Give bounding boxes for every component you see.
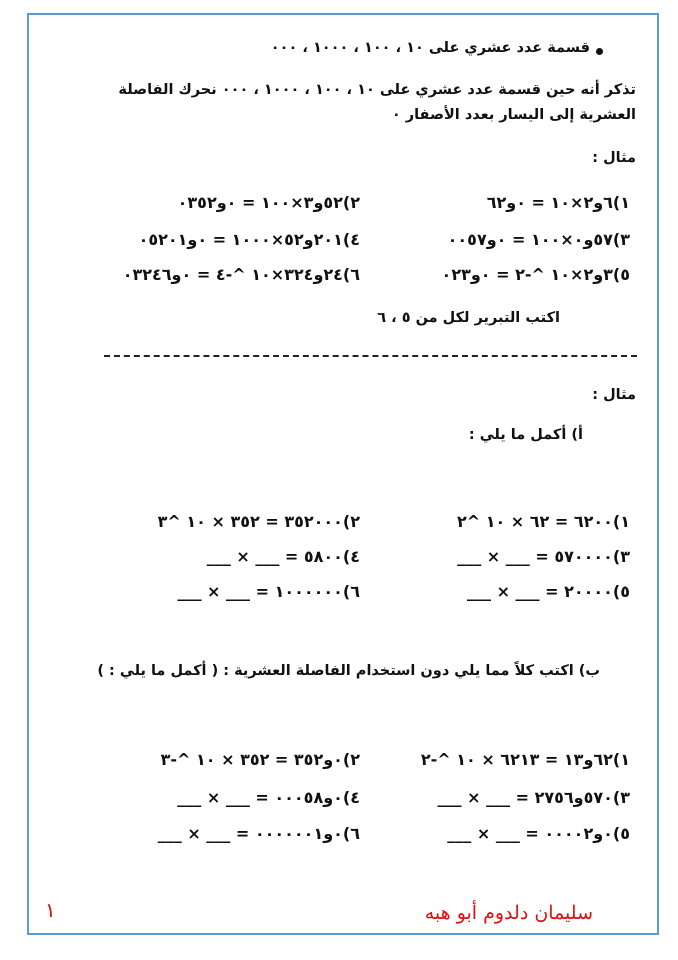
b-item-4: ٤)٠و٠٠٠٥٨ = ___ × ___: [177, 788, 360, 807]
author-signature: سليمان دلدوم أبو هبه: [424, 902, 593, 924]
part-b-label: ب) اكتب كلاً مما يلي دون استخدام الفاصلة العشرية : ( أكمل ما يلي : ): [97, 663, 600, 679]
a-item-2: ٢)٣٥٢٠٠٠ = ٣٥٢ × ١٠ ^٣: [157, 512, 360, 531]
note-line-2: العشرية إلى اليسار بعدد الأصفار ٠: [391, 107, 636, 123]
b-item-3: ٣)٥٧٠و٢٧٥٦ = ___ × ___: [437, 788, 630, 807]
ex1-item-6: ٦)٢٤و٣٢٤×١٠ ^-٤ = ٠و٠٣٢٤٦: [122, 265, 360, 284]
bullet-icon: [596, 48, 603, 55]
note-line-1: تذكر أنه حين قسمة عدد عشري على ١٠ ، ١٠٠ ، ١٠٠٠ ، ٠٠٠ نحرك الفاصلة: [118, 82, 636, 98]
b-item-6: ٦)٠و٠٠٠٠٠٠١ = ___ × ___: [157, 824, 360, 843]
b-item-2: ٢)٠و٣٥٢ = ٣٥٢ × ١٠ ^-٣: [160, 750, 360, 769]
a-item-4: ٤)٥٨٠٠ = ___ × ___: [206, 547, 360, 566]
section-divider: [104, 355, 637, 357]
page-number: ١: [45, 898, 56, 922]
example-1-title: مثال :: [592, 150, 636, 166]
ex1-item-3: ٣)٥٧و٠×١٠٠ = ٠و٠٠٥٧: [447, 230, 630, 249]
b-item-1: ١)٦٢و١٣ = ٦٢١٣ × ١٠ ^-٢: [420, 750, 630, 769]
justify-instruction: اكتب التبرير لكل من ٥ ، ٦: [377, 310, 560, 326]
ex1-item-5: ٥)٣و٢×١٠ ^-٢ = ٠و٠٢٣: [441, 265, 630, 284]
ex1-item-1: ١)٦و٢×١٠ = ٠و٦٢: [486, 193, 630, 212]
a-item-5: ٥)٢٠٠٠٠ = ___ × ___: [467, 582, 630, 601]
b-item-5: ٥)٠و٠٠٠٠٢ = ___ × ___: [447, 824, 630, 843]
a-item-3: ٣)٥٧٠٠٠٠ = ___ × ___: [457, 547, 630, 566]
example-2-title: مثال :: [592, 387, 636, 403]
a-item-6: ٦)١٠٠٠٠٠٠ = ___ × ___: [177, 582, 360, 601]
heading: قسمة عدد عشري على ١٠ ، ١٠٠ ، ١٠٠٠ ، ٠٠٠: [270, 40, 590, 56]
part-a-label: أ) أكمل ما يلي :: [468, 427, 583, 443]
ex1-item-4: ٤)٢٠١و٥٢×١٠٠٠ = ٠و٠٥٢٠١: [138, 230, 360, 249]
ex1-item-2: ٢)٥٢و٣×١٠٠ = ٠و٠٣٥٢: [177, 193, 360, 212]
a-item-1: ١)٦٢٠٠ = ٦٢ × ١٠ ^٢: [456, 512, 630, 531]
